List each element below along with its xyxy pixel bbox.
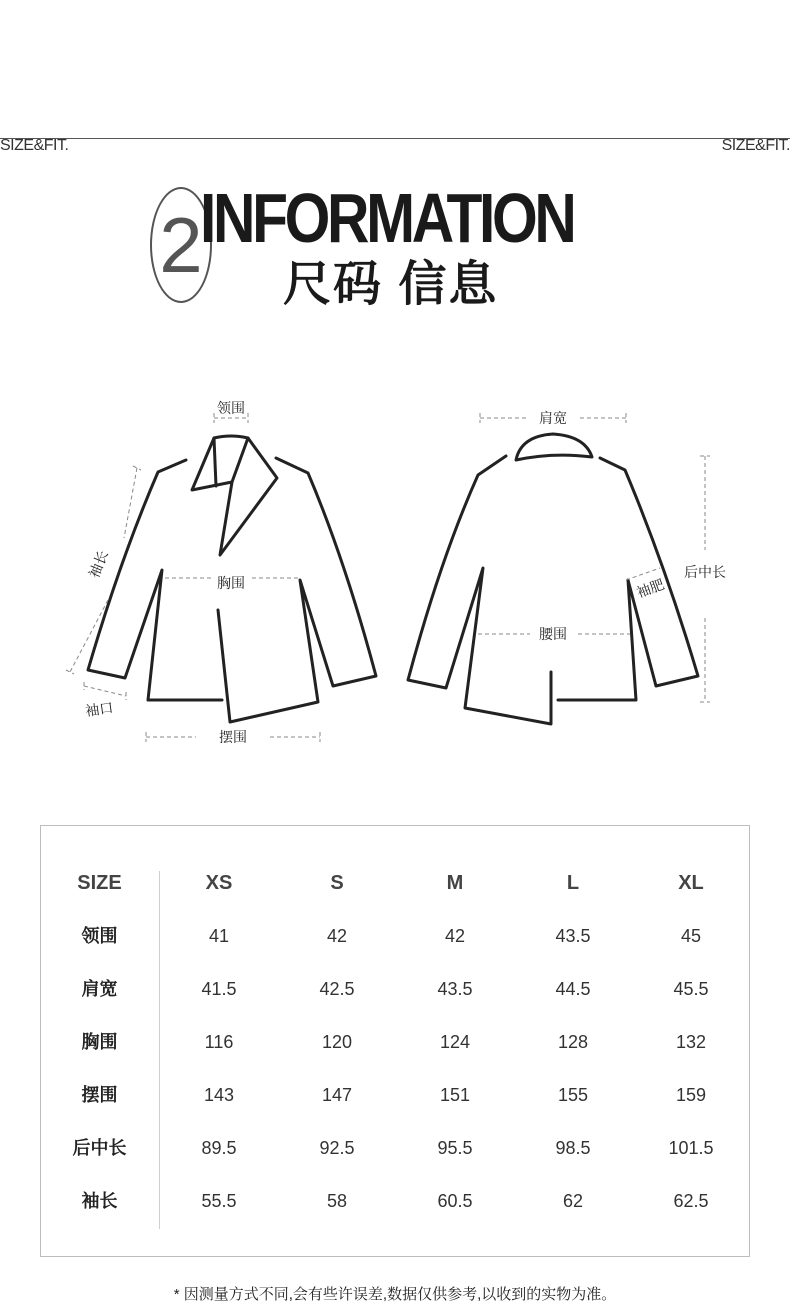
table-cell: 159 <box>675 1085 707 1105</box>
jacket-measurement-diagram <box>0 390 790 760</box>
table-cell: 45.5 <box>673 979 709 999</box>
table-cell: 58 <box>326 1191 348 1211</box>
table-row <box>40 963 750 1016</box>
label-collar: 领围 <box>217 401 245 417</box>
table-row <box>40 1069 750 1122</box>
size-header-cell: XS <box>205 872 233 894</box>
size-header-label: SIZE <box>77 872 122 894</box>
size-fit-tag-left: SIZE&FIT. <box>0 137 69 154</box>
table-cell: 42 <box>444 926 466 946</box>
table-cell: 43.5 <box>555 926 591 946</box>
back-jacket-outline <box>408 456 551 724</box>
header-divider <box>0 138 790 139</box>
table-cell: 101.5 <box>668 1138 714 1158</box>
table-cell: 55.5 <box>201 1191 237 1211</box>
table-cell: 151 <box>439 1085 471 1105</box>
label-shoulder: 肩宽 <box>539 411 567 427</box>
back-collar <box>516 434 592 460</box>
table-cell: 92.5 <box>319 1138 355 1158</box>
table-cell: 62 <box>562 1191 584 1211</box>
footnote-disclaimer: * 因测量方式不同,会有些许误差,数据仅供参考,以收到的实物为准。 <box>173 1286 617 1303</box>
front-collar <box>192 436 277 555</box>
label-chest: 胸围 <box>217 576 245 592</box>
table-cell: 42.5 <box>319 979 355 999</box>
table-cell: 42 <box>326 926 348 946</box>
table-row <box>40 1175 750 1228</box>
row-label: 后中长 <box>72 1138 127 1158</box>
label-waist: 腰围 <box>539 627 567 643</box>
table-cell: 95.5 <box>437 1138 473 1158</box>
size-header-cell: L <box>566 872 580 894</box>
table-cell: 147 <box>321 1085 353 1105</box>
table-cell: 62.5 <box>673 1191 709 1211</box>
page-title-cn: 尺码 信息 <box>283 258 499 311</box>
label-bicep: 袖肥 <box>634 576 667 602</box>
table-cell: 132 <box>675 1032 707 1052</box>
row-label: 胸围 <box>81 1032 118 1052</box>
table-row <box>40 910 750 963</box>
table-cell: 143 <box>203 1085 235 1105</box>
size-table-header-row <box>40 857 750 910</box>
front-jacket-outline <box>88 460 222 700</box>
table-cell: 120 <box>321 1032 353 1052</box>
table-cell: 155 <box>557 1085 589 1105</box>
row-label: 领围 <box>81 926 118 946</box>
table-cell: 41 <box>208 926 230 946</box>
size-header-cell: M <box>446 872 464 894</box>
label-hem: 摆围 <box>219 730 247 746</box>
table-row <box>40 1016 750 1069</box>
table-cell: 41.5 <box>201 979 237 999</box>
table-row <box>40 1122 750 1175</box>
row-label: 肩宽 <box>81 979 118 999</box>
size-fit-tag-right: SIZE&FIT. <box>721 137 790 154</box>
table-cell: 43.5 <box>437 979 473 999</box>
size-header-cell: S <box>330 872 344 894</box>
table-cell: 60.5 <box>437 1191 473 1211</box>
page-title-en: INFORMATION <box>200 179 574 257</box>
section-number: 2 <box>159 201 203 289</box>
table-cell: 116 <box>204 1032 234 1052</box>
label-sleeve-length: 袖长 <box>86 548 112 581</box>
label-back-length: 后中长 <box>684 565 726 581</box>
size-header-cell: XL <box>678 872 704 894</box>
front-collar-inner <box>214 438 248 486</box>
table-cell: 44.5 <box>555 979 591 999</box>
row-label: 摆围 <box>81 1085 118 1105</box>
table-cell: 124 <box>439 1032 471 1052</box>
label-cuff: 袖口 <box>84 700 115 720</box>
table-cell: 98.5 <box>555 1138 591 1158</box>
table-cell: 89.5 <box>201 1138 237 1158</box>
table-cell: 45 <box>680 926 702 946</box>
table-cell: 128 <box>557 1032 589 1052</box>
row-label: 袖长 <box>81 1191 118 1211</box>
